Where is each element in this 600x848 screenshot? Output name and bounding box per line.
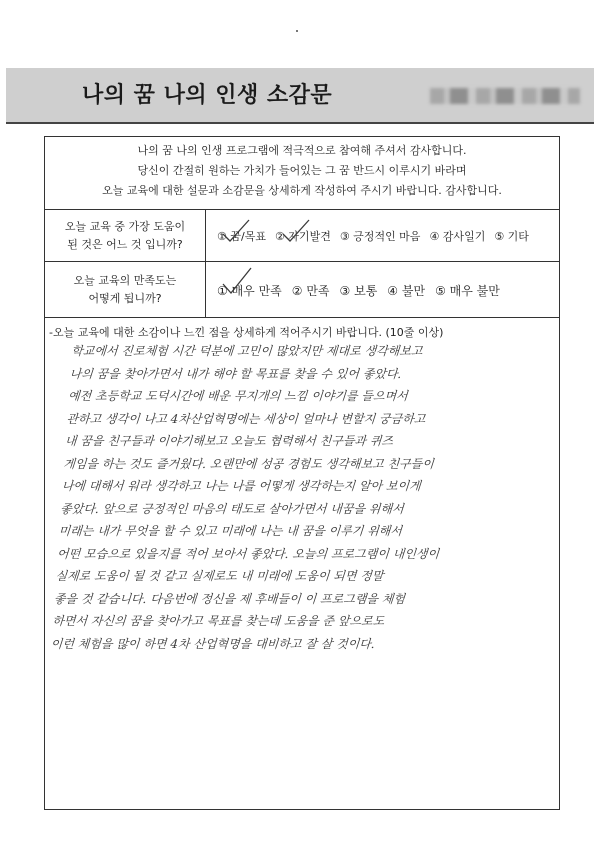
page-title: 나의 꿈 나의 인생 소감문 <box>82 83 333 108</box>
handwritten-comment[interactable] <box>50 340 568 655</box>
header-underline <box>6 122 594 124</box>
handwritten-line: 학교에서 진로체험 시간 덕분에 고민이 많았지만 제대로 생각해보고 <box>70 344 424 358</box>
option-self-discovery[interactable]: ② 자기발견 <box>274 230 331 243</box>
intro-line: 오늘 교육에 대한 설문과 소감문을 상세하게 작성하여 주시기 바랍니다. 감사합니다. <box>102 184 502 197</box>
checkmark-icon <box>221 266 253 296</box>
header-bar <box>6 68 594 122</box>
option-positive-mind[interactable]: ③ 긍정적인 마음 <box>339 230 421 243</box>
handwritten-line: 관하고 생각이 나고 4차산업혁명에는 세상이 얼마나 변할지 궁금하고 <box>66 411 426 426</box>
question-satisfaction <box>45 262 206 318</box>
handwritten-line: 예전 초등학교 도덕시간에 배운 무지개의 느낌 이야기를 들으며서 <box>67 389 409 403</box>
handwritten-line: 게임을 하는 것도 즐거웠다. 오랜만에 성공 경험도 생각해보고 친구들이 <box>62 456 435 471</box>
intro-line: 당신이 간절히 원하는 가치가 들어있는 그 꿈 반드시 이루시기 바라며 <box>137 164 467 177</box>
handwritten-line: 어떤 모습으로 있을지를 적어 보아서 좋았다. 오늘의 프로그램이 내인생이 <box>56 546 440 561</box>
question-row-helpful <box>45 209 559 262</box>
checkmark-icon <box>281 218 311 246</box>
intro-line: 나의 꿈 나의 인생 프로그램에 적극적으로 참여해 주셔서 감사합니다. <box>137 144 467 157</box>
question-line: 어떻게 됩니까? <box>88 292 162 305</box>
comment-label: -오늘 교육에 대한 소감이나 느낀 점을 상세하게 적어주시기 바랍니다. (10줄 이상) <box>49 326 444 339</box>
question-line: 오늘 교육 중 가장 도움이 <box>64 220 186 233</box>
intro-text <box>45 137 559 209</box>
option-satisfied[interactable]: ② 만족 <box>291 283 330 298</box>
handwritten-line: 실제로 도움이 될 것 같고 실제로도 내 미래에 도움이 되면 정말 <box>55 569 384 583</box>
answer-options-helpful <box>205 210 559 262</box>
checkmark-icon <box>221 218 251 246</box>
handwritten-line: 나에 대해서 워라 생각하고 나는 나를 어떻게 생각하는지 알아 보이게 <box>61 479 422 493</box>
scan-speck <box>296 30 298 32</box>
handwritten-line: 좋을 것 같습니다. 다음번에 정신을 제 후배들이 이 프로그램을 체험 <box>53 591 406 606</box>
option-other[interactable]: ⑤ 기타 <box>494 230 529 243</box>
handwritten-line: 내 꿈을 친구들과 이야기해보고 오늘도 협력해서 친구들과 퀴즈 <box>64 434 394 448</box>
survey-form <box>44 136 560 810</box>
question-helpful <box>45 210 206 262</box>
question-line: 오늘 교육의 만족도는 <box>73 274 177 287</box>
question-line: 된 것은 어느 것 입니까? <box>67 238 183 251</box>
handwritten-line: 나의 꿈을 찾아가면서 내가 해야 할 목표를 찾을 수 있어 좋았다. <box>69 366 402 381</box>
comment-section <box>45 317 559 809</box>
option-dream-goal[interactable]: ① 꿈/목표 <box>217 230 266 243</box>
option-very-dissatisfied[interactable]: ⑤ 매우 불만 <box>435 283 500 298</box>
question-row-satisfaction <box>45 261 559 318</box>
redacted-name <box>430 88 580 104</box>
handwritten-line: 하면서 자신의 꿈을 찾아가고 목표를 찾는데 도움을 준 앞으로도 <box>51 614 385 628</box>
handwritten-line: 좋았다. 앞으로 긍정적인 마음의 태도로 살아가면서 내꿈을 위해서 <box>59 501 405 516</box>
option-very-satisfied[interactable]: ① 매우 만족 <box>217 283 282 298</box>
answer-options-satisfaction <box>205 262 559 318</box>
handwritten-line: 이런 체험을 많이 하면 4차 산업혁명을 대비하고 잘 살 것이다. <box>50 636 376 651</box>
option-gratitude-diary[interactable]: ④ 감사일기 <box>429 230 486 243</box>
handwritten-line: 미래는 내가 무엇을 할 수 있고 미래에 나는 내 꿈을 이루기 위해서 <box>58 524 403 538</box>
option-neutral[interactable]: ③ 보통 <box>339 283 378 298</box>
option-dissatisfied[interactable]: ④ 불만 <box>387 283 426 298</box>
